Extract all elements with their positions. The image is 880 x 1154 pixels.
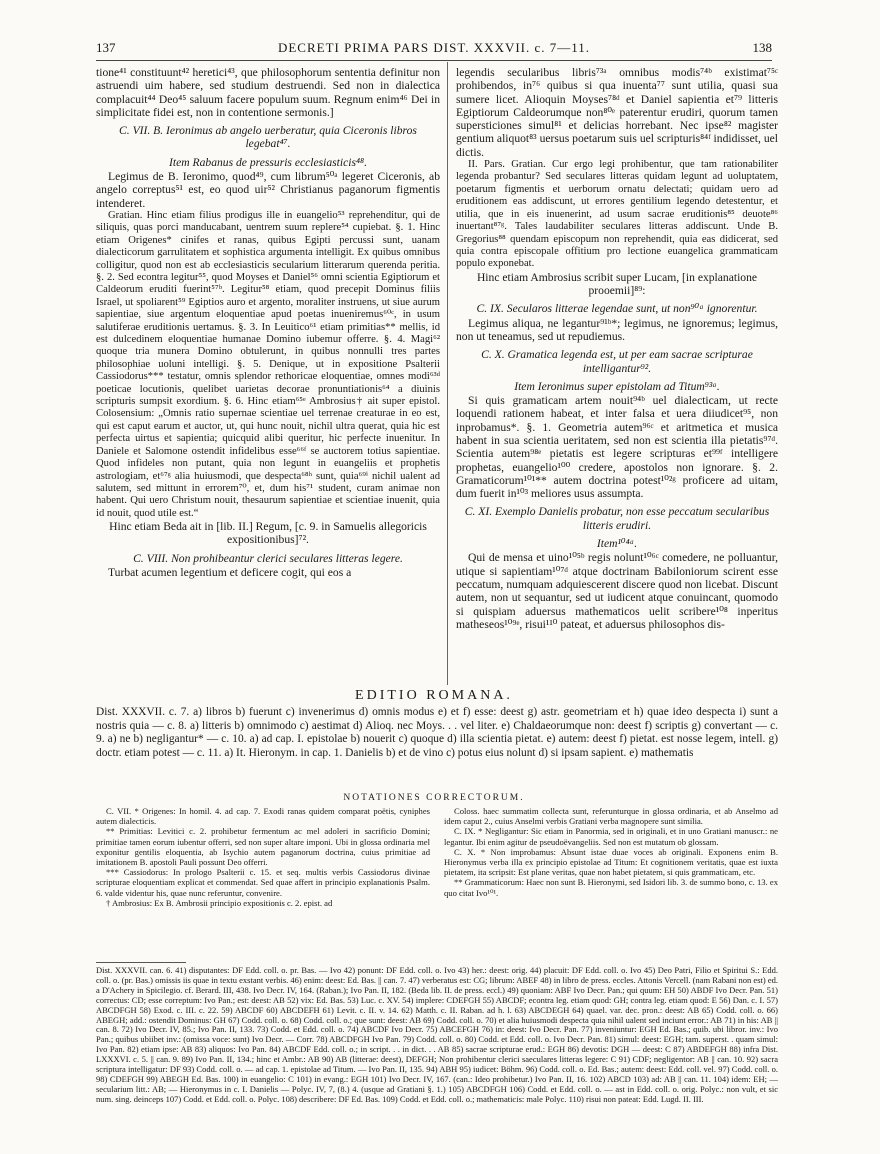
paragraph: Legimus aliqua, ne legantur⁹¹ᵇ*; legimus, ne ignoremus; legimus, non ut teneamus, sed ut repudiemus. — [456, 316, 778, 343]
paragraph: Hinc etiam Ambrosius scribit super Lucam, [in explanatione prooemii]⁸⁹: — [476, 270, 758, 298]
canon-subheading: Item Rabanus de pressuris ecclesiasticis⁴⁸. — [169, 155, 367, 169]
left-column — [96, 66, 440, 579]
note: Coloss. haec summatim collecta sunt, referunturque in glossa ordinaria, et ab Anselmo ad idem caput 2., cuius Anselmi verbis Gratiani verba magnopere sunt similia. — [444, 806, 778, 827]
paragraph: legendis secularibus libris⁷³ᵃ omnibus modis⁷⁴ᵇ existimat⁷⁵ᶜ prohibendos, in⁷⁶ quibus si qua inuenta⁷⁷ sunt utilia, quasi sua sumere licet. Alioquin Moyses⁷⁸ᵈ et Daniel sapientia et⁷⁹ litteris Egiptiorum Caldeorumque non⁸⁰ᵉ paterentur erudiri, quorum tamen supersticiones simul⁸¹ et delicias horrebant. Nec ipse⁸² magister gentium aliquot⁸³ uersus poetarum suis uel scripturis⁸⁴ᶠ indidisset, uel dictis. — [456, 66, 778, 159]
note: ** Primitias: Levitici c. 2. prohibetur fermentum ac mel adoleri in sacrificio Domini; primitiae tamen eorum iubentur offerri, sed non super altare imponi. Ubi in glossa ordinaria mel exponitur gentilis eloquentia, ab Isychio autem paganorum doctrina, cuius primitiae ad imitationem B. apostoli Pauli possunt Deo offerri. — [96, 826, 430, 868]
canon-heading: C. XI. Exemplo Danielis probatur, non esse peccatum secularibus litteris erudiri. — [464, 505, 770, 532]
canon-subheading: Item¹⁰⁴ᵃ. — [596, 537, 638, 551]
note: *** Cassiodorus: In prologo Psalterii c. 15. et seq. multis verbis Cassiodorus divinae scripturae eloquentiam explicat et commendat. Sed quae affert in principio explanationis Psalm. 6. valde videntur his, quae nunc referuntur, convenire. — [96, 867, 430, 898]
running-header — [96, 40, 772, 58]
note: C. VII. * Origenes: In homil. 4. ad cap. 7. Exodi ranas quidem comparat poëtis, cyniphes autem dialecticis. — [96, 806, 430, 827]
paragraph: tione⁴¹ constituunt⁴² heretici⁴³, que philosophorum sententia definitur non astruendi uim habere, sed studium destruendi. Sed non in dialectica complacuit⁴⁴ Deo⁴⁵ saluum facere populum suum. Regnum enim⁴⁶ Dei in simplicitate fidei est, non in contentione sermonis.] — [96, 66, 440, 119]
notes-title: NOTATIONES CORRECTORUM. — [343, 793, 525, 803]
paragraph: Qui de mensa et uino¹⁰⁵ᵇ regis nolunt¹⁰⁶ᶜ comedere, ne polluantur, utique si sapientiam¹⁰⁷ᵈ atque doctrinam Babiloniorum scirent esse peccatum, numquam adquiescerent discere quod non licebat. Discunt autem, non ut sequantur, sed ut iudicent atque conuincant, quomodo si quispiam aduersus mathematicos uelit scribere¹⁰⁸ inperitus matheseos¹⁰⁹ᵉ, risui¹¹⁰ pateat, et aduersus philosophos dis- — [456, 551, 778, 631]
paragraph: Legimus de B. Ieronimo, quod⁴⁹, cum librum⁵⁰ᵃ legeret Ciceronis, ab angelo correptus⁵¹ est, eo quod uir⁵² Christianus paganorum figmentis intenderet. — [96, 170, 440, 210]
right-column — [456, 66, 778, 631]
column-divider — [447, 62, 448, 685]
paragraph: Si quis gramaticam artem nouit⁹⁴ᵇ uel dialecticam, ut recte loquendi rationem habeat, et inter falsa et uera diiudicet⁹⁵, non inprobamus*. §. 1. Geometria autem⁹⁶ᶜ et aritmetica et musica habent in sua scientia ueritatem, sed non est scientia illa pietatis⁹⁷ᵈ. Scientia autem⁹⁸ᵉ pietatis est legere scripturas et⁹⁹ᶠ intelligere prophetas, euangelio¹⁰⁰ credere, apostolos non ignorare. §. 2. Gramaticorum¹⁰¹** autem doctrina potest¹⁰²ᵍ proficere ad uitam, dum fuerit in¹⁰³ meliores usus assumpta. — [456, 394, 778, 501]
header-rule — [96, 60, 772, 61]
editio-romana-text: Dist. XXXVII. c. 7. a) libros b) fuerunt c) invenerimus d) omnis modus e) et f) esse: deest g) astr. geometriam et h) quae ideo despecta i) sunt a nostris quia — c. 8. a) litteris b) omnimodo c) aestimat d) Alioq. nec Moys. . . vel liter. e) Chaldaeorumque non: deest f) scriptis g) convertant — c. 9. a) ne b) negligantur* — c. 10. a) ad cap. I. epistolae b) nouerit c) quoque d) illa scientia pietat. e) autem: deest f) pietat. est nosse legem, intell. g) doctr. etiam potest — c. 11. a) It. Hieronym. in cap. 1. Danielis b) et de vino c) potus eius nolunt d) si ipsam sapient. e) mathematis — [96, 706, 778, 759]
paragraph: Gratian. Hinc etiam filius prodigus ille in euangelio⁵³ reprehenditur, qui de siliquis, quas porci manducabant, uentrem suum replere⁵⁴ cupiebat. §. 1. Hinc etiam Origenes* cinifes et ranas, quibus Egipti percussi sunt, uanam dialecticorum garrulitatem et sophistica argumenta intelligit. Ex quibus omnibus colligitur, quod non est ab ecclesiasticis secularium litterarum querenda peritia. §. 2. Sed econtra legitur⁵⁵, quod Moyses et Daniel⁵⁶ omni scientia Egiptiorum et Caldeorum eruditi fuerint⁵⁷ᵇ. Legitur⁵⁸ etiam, quod precepit Dominus filiis Israel, ut spoliarent⁵⁹ Egiptios auro et argento, moraliter instruens, ut siue aurum sapientiae, siue argentum eloquentiae apud poetas inueniremus⁶⁰ᶜ, in usum salutiferae eruditionis uertamus. §. 3. In Leuitico⁶¹ etiam primitias** mellis, id est dulcedinem eloquentiae humanae Domino iubemur offerre. §. 4. Magi⁶² quoque tria munera Domino obtulerunt, in quibus nonnulli tres partes philosophiae uoluni intelligi. §. 5. Denique, ut in expositione Psalterii Cassiodorus*** testatur, omnis splendor rethoricae eloquentiae, omnes modi⁶³ᵈ poeticae locutionis, quelibet uarietas decorae pronuntiationis⁶⁴ a diuinis scripturis sumpsit exordium. §. 6. Hinc etiam⁶⁵ᵉ Ambrosius† ait super epistol. Colosensium: „Omnis ratio supernae scientiae uel terrenae creaturae in eo est, qui est caput earum et auctor, ut, qui hunc nouit, nichil ultra querat, quia hic est perfecta uirtus et sapientia; quicquid alibi queritur, hic perfecte inuenitur. In Daniele et Salomone ostendit infidelibus esse⁶⁶ᶠ se auctorem totius sapientiae. Quod infideles non putant, quia non legunt in euangeliis et prophetis astrologiam, et⁶⁷ᵍ alia huiusmodi, que despecta⁶⁸ʰ sunt, quia⁶⁹ⁱ nichil ualent ad salutem, sed mittunt in errorem⁷⁰, et, dum his⁷¹ student, curam animae non habent. Qui uero Christum nouit, thesaurum sapientiae et scientiae inuenit, quia id nouit, quod utile est.“ — [96, 209, 440, 519]
running-title: DECRETI PRIMA PARS DIST. XXXVII. c. 7—11. — [277, 40, 591, 55]
canon-subheading: Item Ieronimus super epistolam ad Titum⁹³ᵃ. — [514, 379, 720, 393]
note: C. X. * Non improbamus: Absunt istae duae voces ab originali. Exponens enim B. Hieronymus verba illa ex principio epistolae ad Titum: Et cognitionem veritatis, quae est iuxta pietatem, ita scripsit: Est plane veritas, quae non habet pietatem, si quis grammaticam, etc. — [444, 846, 778, 878]
note: † Ambrosius: Ex B. Ambrosii principio expositionis c. 2. epist. ad — [106, 897, 333, 908]
editio-romana-title: EDITIO ROMANA. — [355, 688, 513, 703]
page-number-left: 137 — [96, 40, 116, 55]
canon-heading: C. VIII. Non prohibeantur clerici seculares litteras legere. — [133, 551, 403, 565]
canon-heading: C. VII. B. Ieronimus ab angelo uerberatur, quia Ciceronis libros legebat⁴⁷. — [119, 124, 417, 151]
paragraph: Turbat acumen legentium et deficere cogit, qui eos a — [108, 566, 352, 580]
note: ** Grammaticorum: Haec non sunt B. Hieronymi, sed Isidori lib. 3. de summo bono, c. 13. ex quo citat Ivo¹⁰¹. — [444, 877, 778, 898]
variant-text: Dist. XXXVII. can. 6. 41) disputantes: DF Edd. coll. o. pr. Bas. — Ivo 42) ponunt: DF Edd. coll. o. Ivo 43) her.: deest: orig. 44) placuit: DF Edd. coll. o. Ivo 45) Deo Patri, Filio et Spiritui S.: Edd. coll. o. (pr. Bas.) omissis iis quae in textu exstant verbis. 46) enim: deest: Ed. Bas. || can. 7. 47) verberatus est: CG; librum: ABEF 48) in libro de press. eccles. Attonis Vercell. (nam Rabani non est) ed. a D'Achery in Spicilegio. cf. Berard. III, 438. Ivo Decr. IV, 164. (Raban.); Ivo Pan. II, 182. (Beda lib. II. de press. eccl.) 49) quoniam: ABF Ivo Decr. Pan.; qui quum: EH 50) ABDF Ivo Decr. Pan. 51) correctus: CD; esse correptum: Ivo Pan.; est: deest: AB 52) vix: Ed. Bas. 53) Luc. c. XV. 54) implere: CDEFGH 55) ABCDF; econtra leg. etiam quod: GH; contra leg. etiam quod: E 56) Dan. c. I. 57) ABCDFGH 58) Exod. c. III. c. 22. 59) ABCDF 60) ABCDEFH 61) Levit. c. II. v. 14. 62) Matth. c. II. Raban. ad h. l. 63) ABCDEGH 64) quael. var. dec. pron.: deest: AB 65) Codd. coll. o. 66) ABEGH; add.: ostendit Dominus: GH 67) Codd. coll. o. 68) Codd. coll. o.; que sunt: deest: AB 69) Codd. coll. o. 70) et alia huiusmodi despecta quia nihil ualent sed inciunt error.: AB 71) in his: AB || can. 8. 72) Ivo Decr. IV, 85.; Ivo Pan. II, 133. 73) Codd. et Edd. coll. o. 74) ABCDF Ivo Decr. 75) ABCEFGH 76) in: deest: Ivo Decr. Pan. 77) inveniuntur: EGH Ed. Bas.; quib. ubi libror. inv.: Ivo Pan.; quibus ubiibet inv.: (omissa voce: sunt) Ivo Decr. — Corr. 78) ABCDFGH Ivo Pan. 79) Codd. coll. o. 80) Codd. et Edd. coll. o. Ivo Decr. Pan. 81) simul: deest: EGH; tam. superst. . quam simul: Ivo Pan. 82) etiam ipse: AB 83) aliquos: Ivo Pan. 84) ABCDF Edd. coll. o.; in script. . . in dict. . . AB 85) sacrae scripturae erud.: EGH 86) devotis: DGH — deest: C 87) ABDEFGH 88) infra Dist. LXXXVI. c. 5. || can. 9. 89) Ivo Pan. II, 134.; hinc et Ambr.: AB 90) AB (litterae: deest), DEFGH; Non prohibentur clerici saeculares litteras legere: C 91) CDF; negligentor: AB || can. 10. 92) sacra scriptura intelligatur: DF 93) Codd. coll. o. — ad cap. 1. epistolae ad Titum. — Ivo Pan. II, 135. 94) ABH 95) iudicet: Böhm. 96) Codd. coll. o. Ed. Bas.; autem: deest: Edd. coll. vel. 97) Codd. coll. o. 98) CDEFGH 99) ABEGH Ed. Bas. 100) in euangelio: C 101) in evang.: EGH 101) Ivo Decr. IV, 167. (can.: Ideo prohibetur.) Ivo Pan. II, 16. 102) ABCD 103) ad: AB || can. 11. 104) idem: EH; — secularium litt.: AB; — Hieronymus in c. I. Danielis — Polyc. IV, 7, (8.) 4. (usque ad Gratiani §. 1.) 105) ABCDFGH 106) Codd. et Edd. coll. o. — ast in Edd. coll. o. orig. Polyc.: non vult, et sic num. sing. deinceps 107) Codd. et Edd. coll. o. Polyc. 108) describere: DF Ed. Bas. 109) Codd. et Edd. coll. o.; mathematicis: male Polyc. 110) risui non pateat: Edd. Lugd. II. III. — [96, 965, 778, 1104]
paragraph: II. Pars. Gratian. Cur ergo legi prohibentur, que tam rationabiliter legenda probantur? Sed seculares litteras quidam legunt ad uoluptatem, poetarum figmentis et uerborum ornatu delectati; quidam uero ad eruditionem eas addiscunt, ut errores gentilium legendo detestentur, et utilia, que in eis inuenerint, ad usum sacrae eruditionis⁸⁵ deuote⁸⁶ inuertant⁸⁷ᵍ. Tales laudabiliter seculares litteras addiscunt. Unde B. Gregorius⁸⁸ quendam episcopum non reprehendit, quia eas didicerat, sed quia contra episcopale offitium pro lectione euangelica grammaticam populo exponebat. — [456, 159, 778, 270]
canon-heading: C. X. Gramatica legenda est, ut per eam sacrae scripturae intelligantur⁹². — [481, 348, 753, 375]
page-number-right: 138 — [752, 40, 772, 55]
notes-right — [444, 806, 778, 898]
variant-readings — [96, 966, 778, 1105]
canon-heading: C. IX. Secularos litterae legendae sunt, ut non⁹⁰ᵃ ignorentur. — [476, 302, 758, 316]
notes-left — [96, 806, 430, 908]
variants-rule — [96, 962, 186, 963]
paragraph: Hinc etiam Beda ait in [lib. II.] Regum, [c. 9. in Samuelis allegoricis expositionibus]⁷². — [109, 520, 427, 547]
note: C. IX. * Negligantur: Sic etiam in Panormia, sed in originali, et in uno Gratiani manuscr.: ne legantur. Ibi enim agitur de pseudoëvangeliis. Sed non est mutatum ob glossam. — [444, 826, 778, 847]
